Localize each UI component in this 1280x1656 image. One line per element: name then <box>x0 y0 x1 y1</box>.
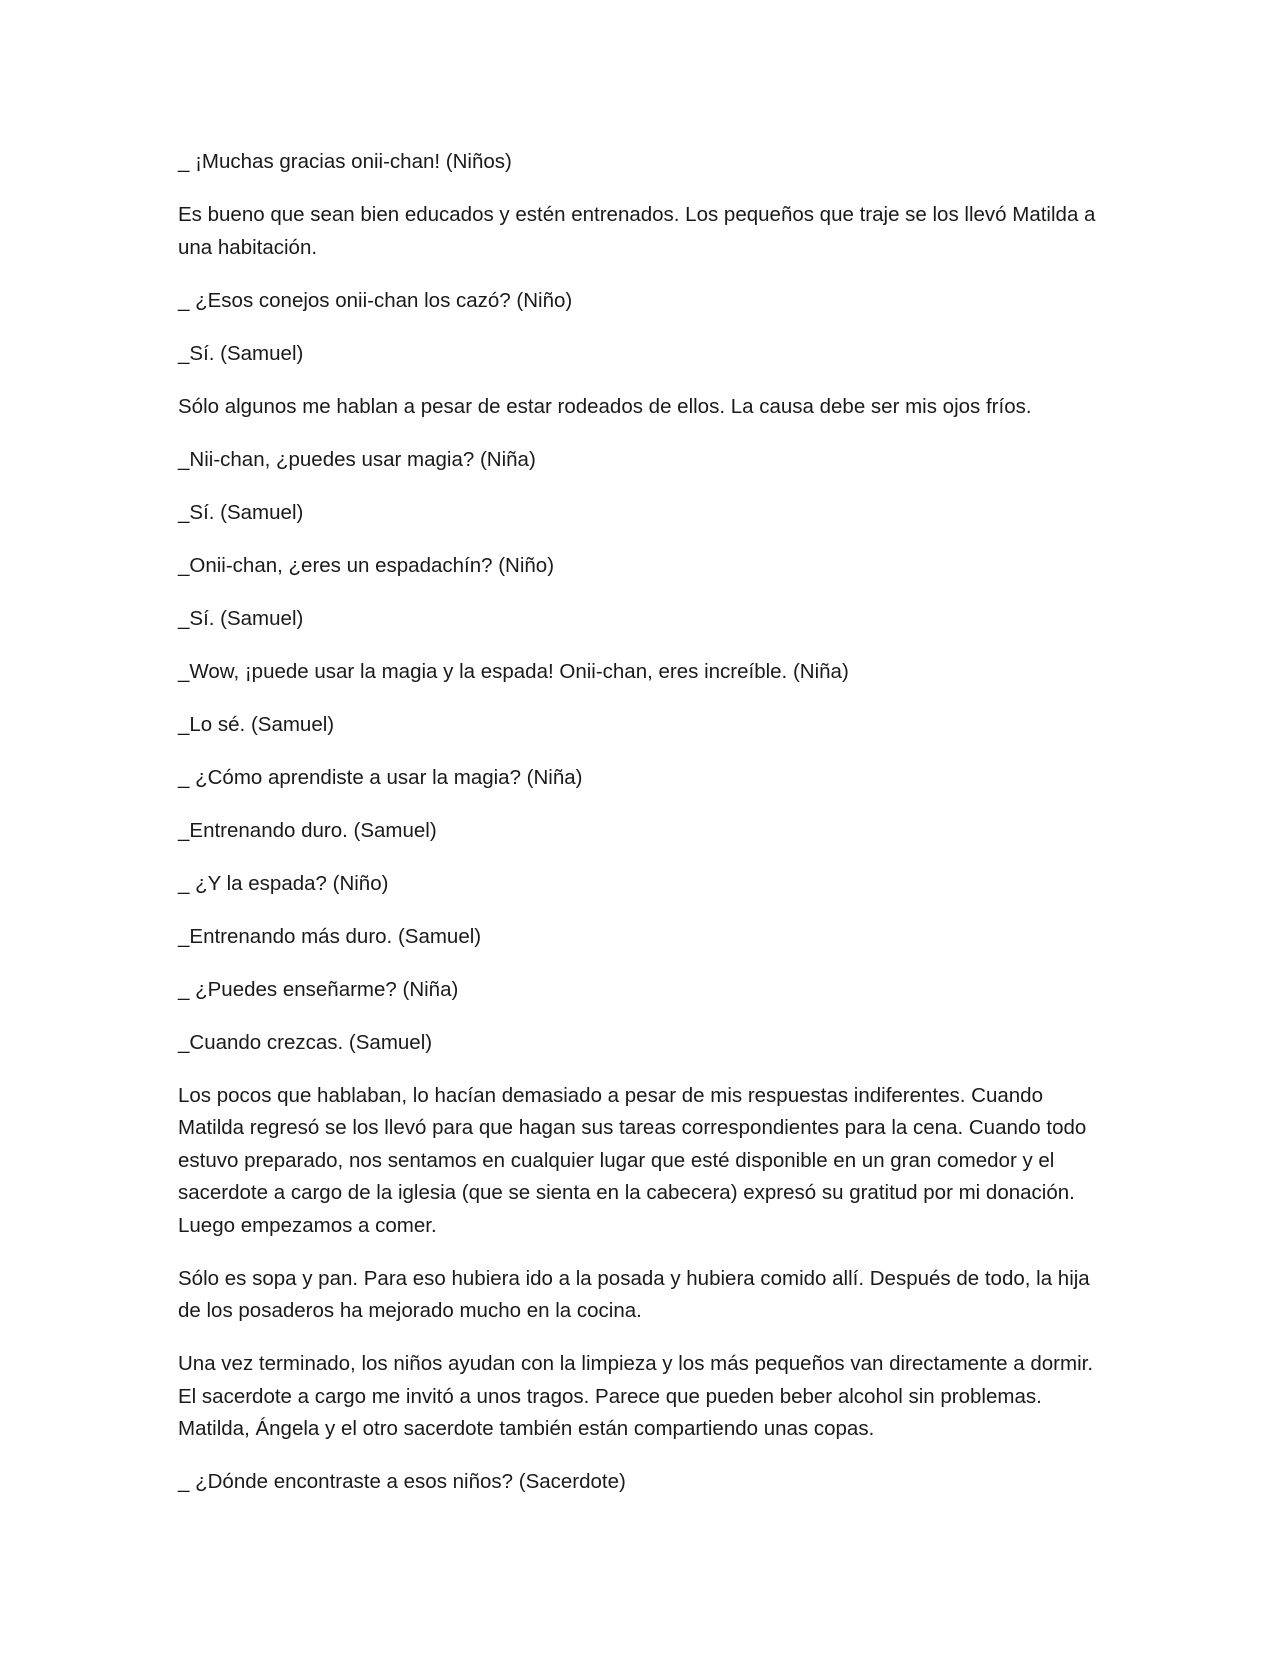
dialogue-line: _Sí. (Samuel) <box>178 606 304 630</box>
document-body <box>178 146 1108 1519</box>
dialogue-line: _Entrenando más duro. (Samuel) <box>178 924 482 948</box>
dialogue-line: _Nii-chan, ¿puedes usar magia? (Niña) <box>178 447 536 471</box>
dialogue-line: _Sí. (Samuel) <box>178 500 304 524</box>
narration-paragraph: Sólo algunos me hablan a pesar de estar rodeados de ellos. La causa debe ser mis ojos fríos. <box>178 394 1032 418</box>
narration-paragraph: Sólo es sopa y pan. Para eso hubiera ido a la posada y hubiera comido allí. Después de todo, la hija de los posaderos ha mejorado mucho en la cocina. <box>178 1266 1090 1322</box>
dialogue-line: _Wow, ¡puede usar la magia y la espada! Onii-chan, eres increíble. (Niña) <box>178 659 849 683</box>
dialogue-line: _ ¿Dónde encontraste a esos niños? (Sacerdote) <box>178 1470 626 1493</box>
narration-paragraph: Los pocos que hablaban, lo hacían demasiado a pesar de mis respuestas indiferentes. Cuando Matilda regresó se los llevó para que hagan sus tareas correspondientes para la cena. Cuando todo estuvo preparado, nos sentamos en cualquier lugar que esté disponible en un gran comedor y el sacerdote a cargo de la iglesia (que se sienta en la cabecera) expresó su gratitud por mi donación. Luego empezamos a comer. <box>178 1083 1087 1237</box>
narration-paragraph: Una vez terminado, los niños ayudan con la limpieza y los más pequeños van directamente a dormir. El sacerdote a cargo me invitó a unos tragos. Parece que pueden beber alcohol sin problemas. Matilda, Ángela y el otro sacerdote también están compartiendo unas copas. <box>178 1352 1094 1440</box>
narration-paragraph: Es bueno que sean bien educados y estén entrenados. Los pequeños que traje se los llevó Matilda a una habitación. <box>178 203 1096 259</box>
dialogue-line: _ ¿Esos conejos onii-chan los cazó? (Niño) <box>178 288 573 312</box>
dialogue-line: _Cuando crezcas. (Samuel) <box>178 1030 433 1054</box>
dialogue-line: _Onii-chan, ¿eres un espadachín? (Niño) <box>178 553 555 577</box>
dialogue-line: _Sí. (Samuel) <box>178 341 304 365</box>
dialogue-line: _Entrenando duro. (Samuel) <box>178 818 437 842</box>
dialogue-line: _ ¿Y la espada? (Niño) <box>178 871 389 895</box>
dialogue-line: _Lo sé. (Samuel) <box>178 712 335 736</box>
dialogue-line: _ ¿Cómo aprendiste a usar la magia? (Niña) <box>178 765 583 789</box>
dialogue-line: _ ¿Puedes enseñarme? (Niña) <box>178 977 459 1001</box>
dialogue-line: _ ¡Muchas gracias onii-chan! (Niños) <box>178 150 512 173</box>
